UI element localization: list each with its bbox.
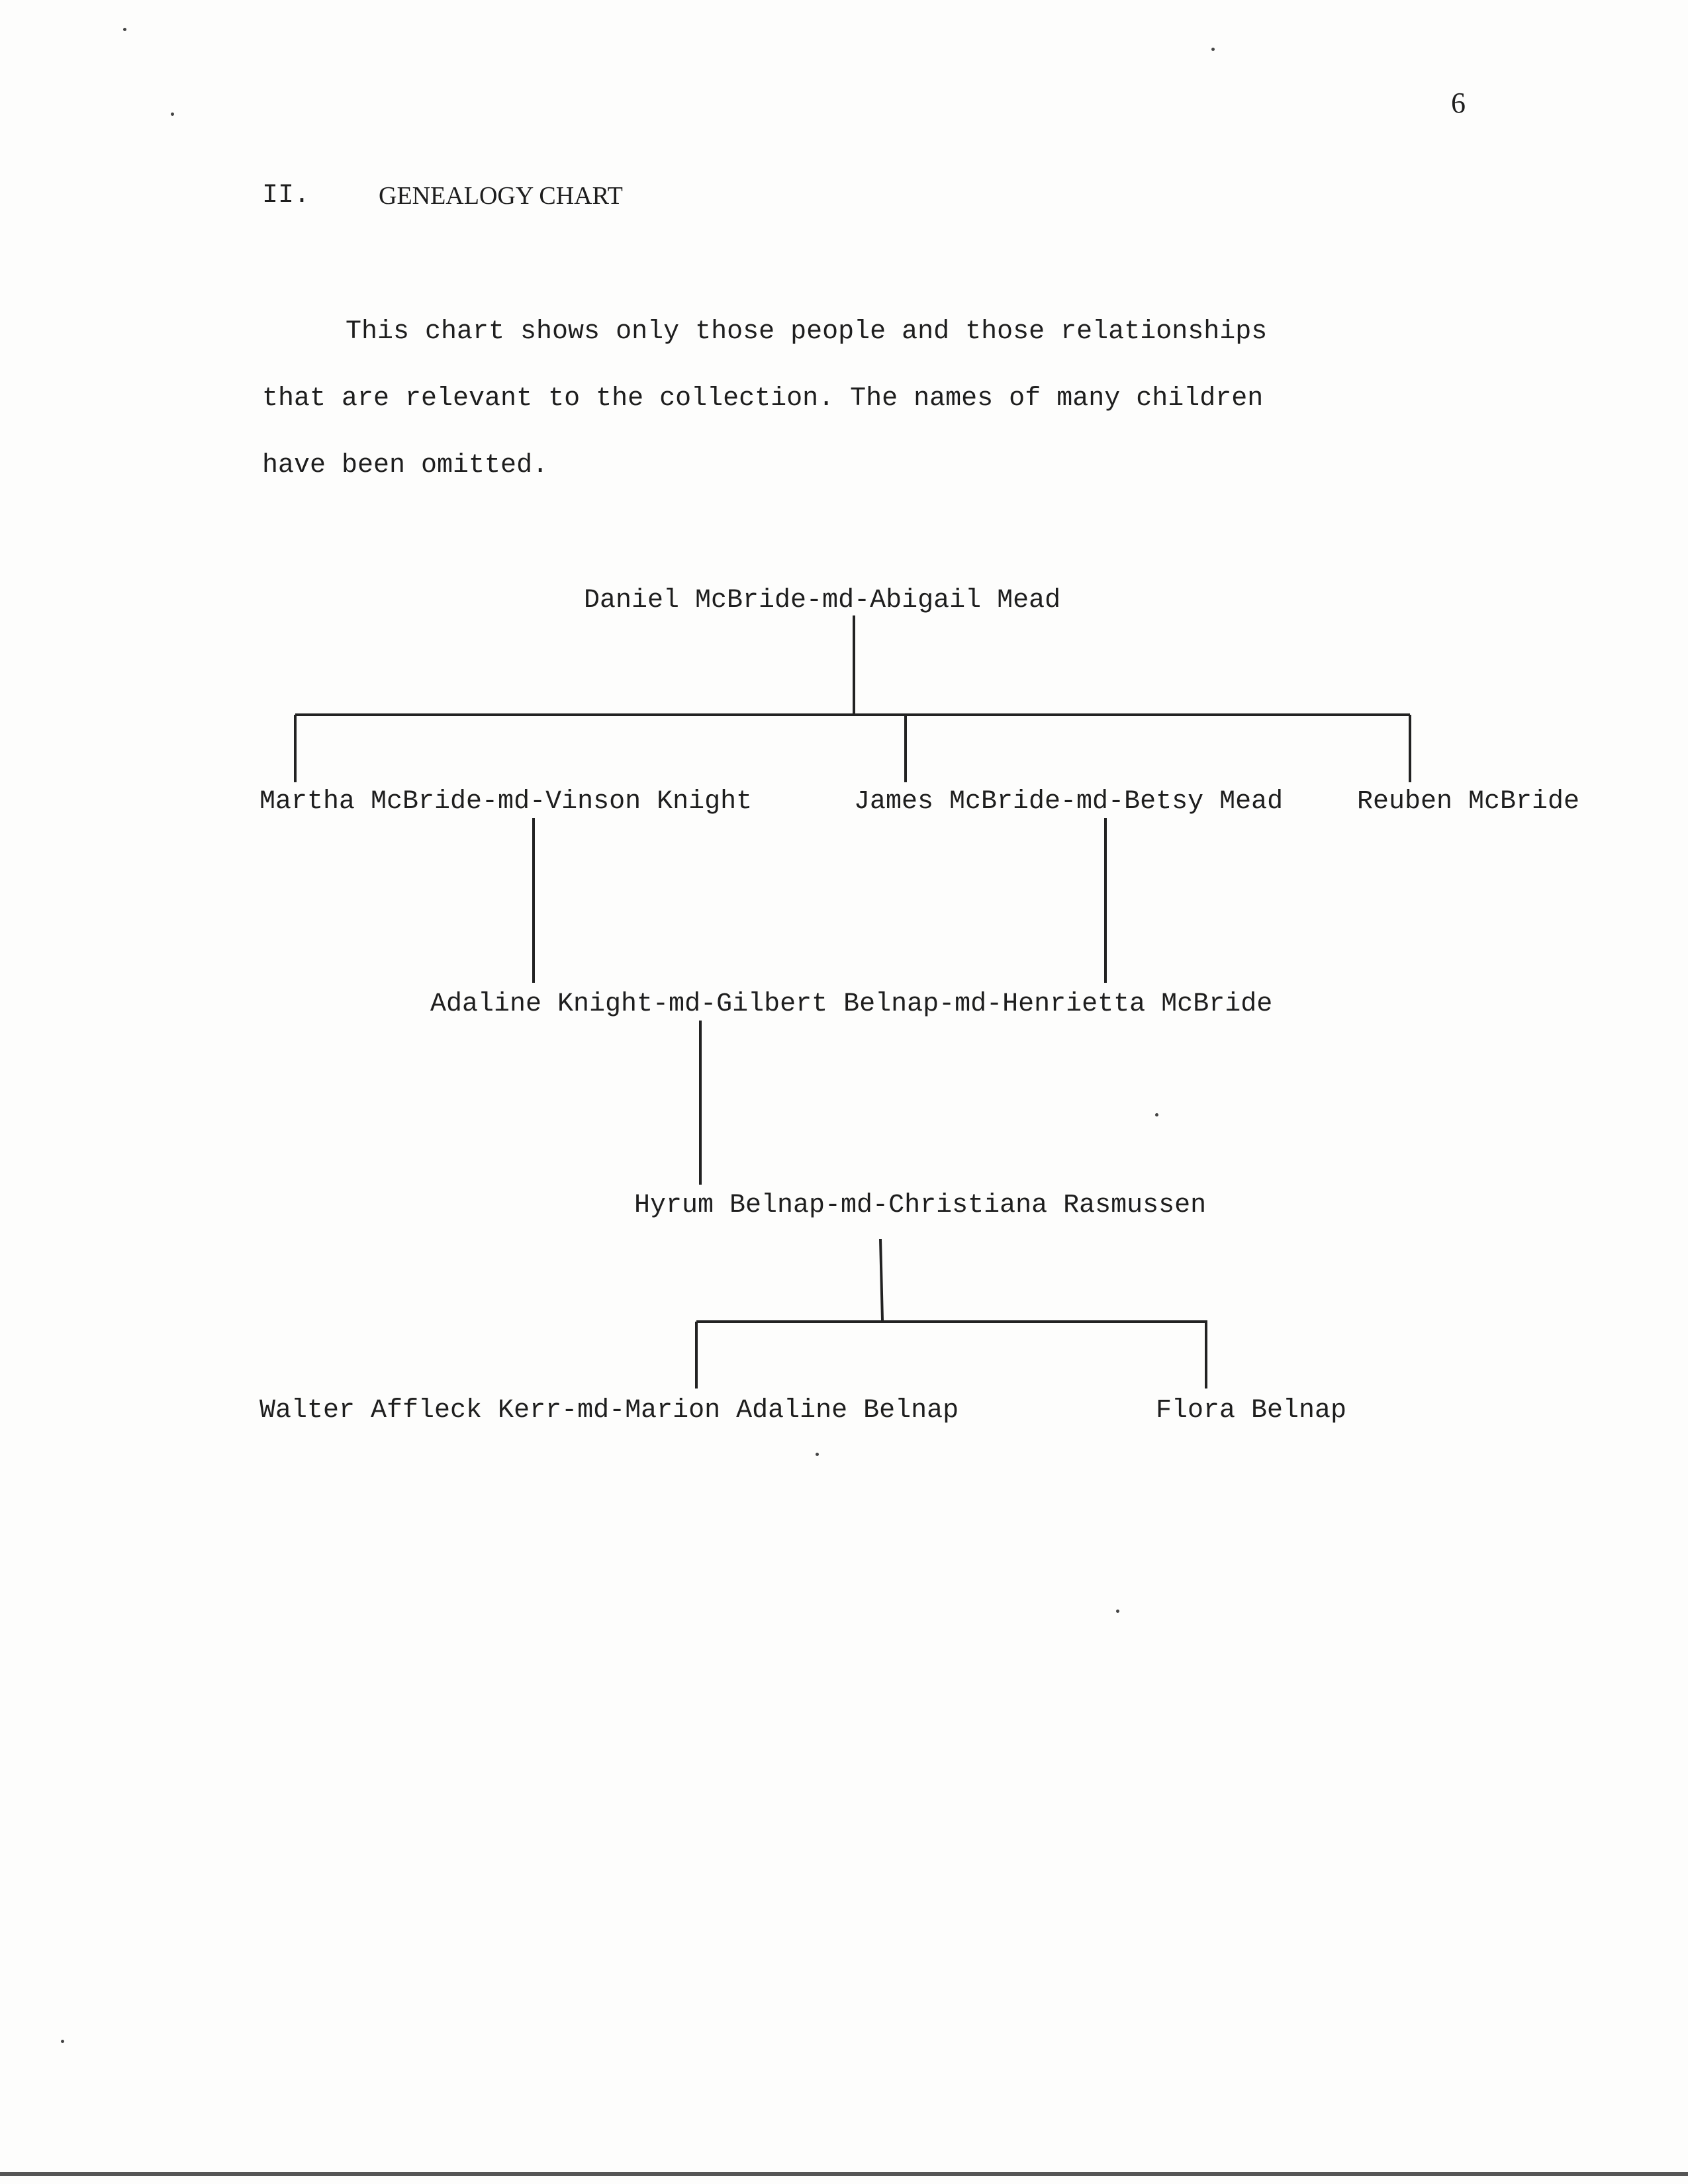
section-number: II. [262, 181, 310, 210]
section-title: GENEALOGY CHART [379, 182, 623, 210]
gen4-couple-hyrum-christiana: Hyrum Belnap-md-Christiana Rasmussen [634, 1191, 1207, 1220]
hyrum-descent-line [880, 1239, 882, 1320]
gen5-person-flora: Flora Belnap [1156, 1396, 1347, 1426]
paper-speck [1211, 48, 1215, 51]
intro-line-3: have been omitted. [262, 451, 549, 480]
scan-bottom-edge [0, 2172, 1688, 2176]
page-number: 6 [1451, 87, 1466, 119]
gen2-couple-james-betsy: James McBride-md-Betsy Mead [854, 787, 1284, 817]
paper-speck [123, 28, 126, 31]
paper-speck [1155, 1113, 1158, 1116]
gen5-couple-walter-marion: Walter Affleck Kerr-md-Marion Adaline Belnap [259, 1396, 959, 1426]
intro-line-1: This chart shows only those people and those relationships [346, 317, 1268, 347]
paper-speck [171, 113, 174, 116]
paper-speck [61, 2040, 64, 2043]
gen2-couple-martha-vinson: Martha McBride-md-Vinson Knight [259, 787, 753, 817]
paper-speck [1116, 1610, 1119, 1613]
gen2-person-reuben: Reuben McBride [1357, 787, 1580, 817]
paper-speck [816, 1453, 819, 1456]
gen3-family-adaline-gilbert-henrietta: Adaline Knight-md-Gilbert Belnap-md-Henrietta McBride [430, 989, 1273, 1019]
gen1-couple-daniel-abigail: Daniel McBride-md-Abigail Mead [584, 586, 1061, 615]
intro-line-2: that are relevant to the collection. The names of many children [262, 384, 1264, 414]
